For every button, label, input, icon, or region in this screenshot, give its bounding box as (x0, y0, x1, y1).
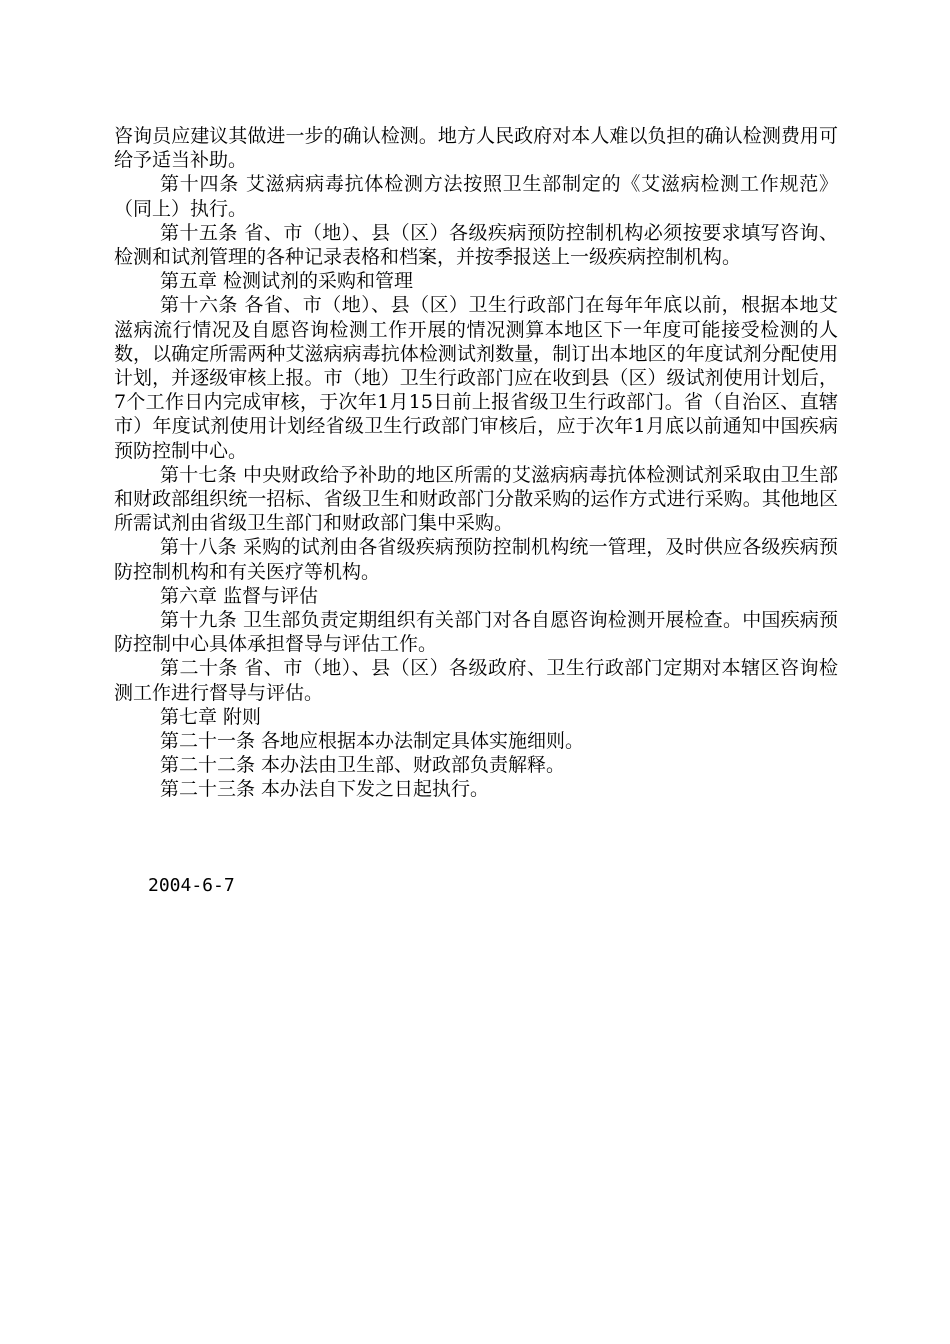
chapter-7-heading: 第七章 附则 (160, 705, 262, 728)
document-date: 2004-6-7 (148, 875, 235, 896)
article-21: 第二十一条 各地应根据本办法制定具体实施细则。 (160, 730, 585, 753)
chapter-6-heading: 第六章 监督与评估 (160, 584, 319, 607)
article-17: 第十七条 中央财政给予补助的地区所需的艾滋病病毒抗体检测试剂采取由卫生部和财政部组织统一招标、省级卫生和财政部门分散采购的运作方式进行采购。其他地区所需试剂由省级卫生部门和财政部门集中采购。 (114, 463, 838, 535)
article-22: 第二十二条 本办法由卫生部、财政部负责解释。 (160, 754, 566, 777)
paragraph-continuation: 咨询员应建议其做进一步的确认检测。地方人民政府对本人难以负担的确认检测费用可给予适当补助。 (114, 125, 838, 172)
article-16: 第十六条 各省、市（地）、县（区）卫生行政部门在每年年底以前，根据本地艾滋病流行情况及自愿咨询检测工作开展的情况测算本地区下一年度可能接受检测的人数，以确定所需两种艾滋病病毒抗体检测试剂数量，制订出本地区的年度试剂分配使用计划，并逐级审核上报。市（地）卫生行政部门应在收到县（区）级试剂使用计划后，7个工作日内完成审核，于次年1月15日前上报省级卫生行政部门。省（自治区、直辖市）年度试剂使用计划经省级卫生行政部门审核后，应于次年1月底以前通知中国疾病预防控制中心。 (114, 294, 838, 462)
article-14: 第十四条 艾滋病病毒抗体检测方法按照卫生部制定的《艾滋病检测工作规范》（同上）执行。 (114, 173, 838, 220)
article-19: 第十九条 卫生部负责定期组织有关部门对各自愿咨询检测开展检查。中国疾病预防控制中心具体承担督导与评估工作。 (114, 609, 838, 656)
article-20: 第二十条 省、市（地）、县（区）各级政府、卫生行政部门定期对本辖区咨询检测工作进行督导与评估。 (114, 657, 838, 704)
document-body (114, 124, 838, 802)
article-15: 第十五条 省、市（地）、县（区）各级疾病预防控制机构必须按要求填写咨询、检测和试剂管理的各种记录表格和档案，并按季报送上一级疾病控制机构。 (114, 221, 838, 269)
article-23: 第二十三条 本办法自下发之日起执行。 (160, 778, 490, 801)
article-18: 第十八条 采购的试剂由各省级疾病预防控制机构统一管理，及时供应各级疾病预防控制机构和有关医疗等机构。 (114, 536, 838, 583)
chapter-5-heading: 第五章 检测试剂的采购和管理 (160, 270, 414, 293)
